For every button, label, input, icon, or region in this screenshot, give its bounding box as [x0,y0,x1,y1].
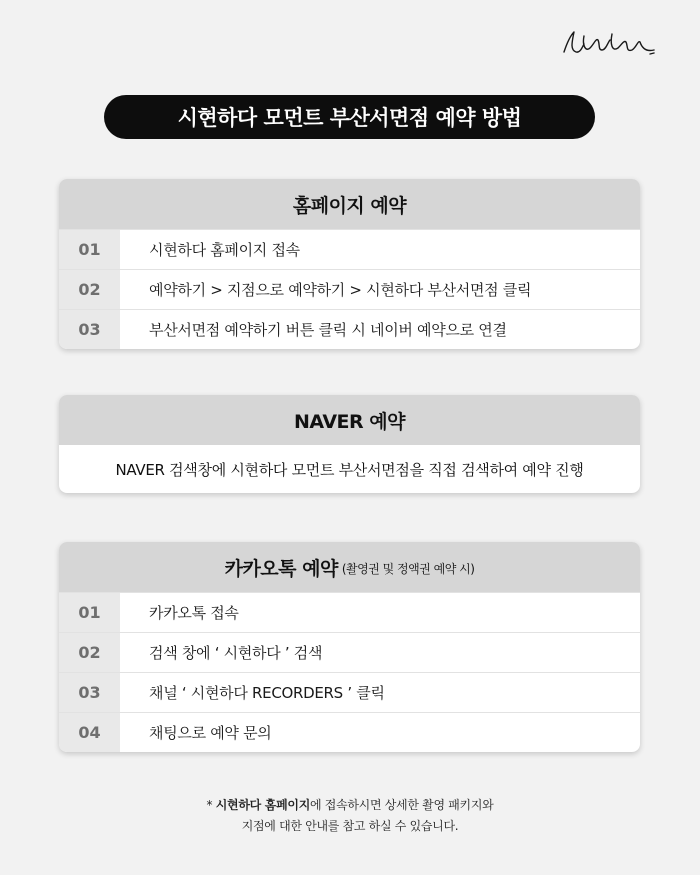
kakao-card-header [59,542,640,592]
homepage-card-header: 홈페이지 예약 [59,179,640,229]
footnote-line-2: 지점에 대한 안내를 참고 하실 수 있습니다. [241,819,459,833]
naver-instruction: NAVER 검색창에 시현하다 모먼트 부산서면점을 직접 검색하여 예약 진행 [115,460,584,479]
table-row [59,229,640,269]
kakao-reservation-card [59,542,640,752]
kakao-header-note: (촬영권 및 정액권 예약 시) [341,561,475,576]
kakao-header-title: 카카오톡 예약 [224,557,338,580]
step-number: 03 [59,673,120,712]
table-row [59,309,640,349]
naver-card-header: NAVER 예약 [59,395,640,445]
step-number: 02 [59,633,120,672]
footnote [0,795,700,837]
table-row [59,672,640,712]
table-row [59,269,640,309]
brand-signature-logo [554,22,664,64]
step-number: 03 [59,310,120,349]
step-text: 시현하다 홈페이지 접속 [149,241,300,259]
page-title: 시현하다 모먼트 부산서면점 예약 방법 [104,95,595,139]
step-text: 채팅으로 예약 문의 [149,724,272,742]
step-number: 02 [59,270,120,309]
homepage-reservation-card [59,179,640,349]
footnote-line-1 [0,795,700,816]
step-text: 채널 ‘ 시현하다 RECORDERS ’ 클릭 [149,684,385,702]
table-row [59,592,640,632]
footnote-asterisk: * [206,798,216,812]
table-row [59,632,640,672]
step-text: 검색 창에 ‘ 시현하다 ’ 검색 [149,644,323,662]
table-row [59,712,640,752]
step-number: 01 [59,230,120,269]
step-number: 01 [59,593,120,632]
naver-reservation-card [59,395,640,493]
step-text: 카카오톡 접속 [149,604,239,622]
step-text: 예약하기 > 지점으로 예약하기 > 시현하다 부산서면점 클릭 [149,281,532,299]
footnote-bold: 시현하다 홈페이지 [215,798,310,812]
step-text: 부산서면점 예약하기 버튼 클릭 시 네이버 예약으로 연결 [149,321,507,339]
step-number: 04 [59,713,120,752]
footnote-line1-text: 에 접속하시면 상세한 촬영 패키지와 [309,798,494,812]
